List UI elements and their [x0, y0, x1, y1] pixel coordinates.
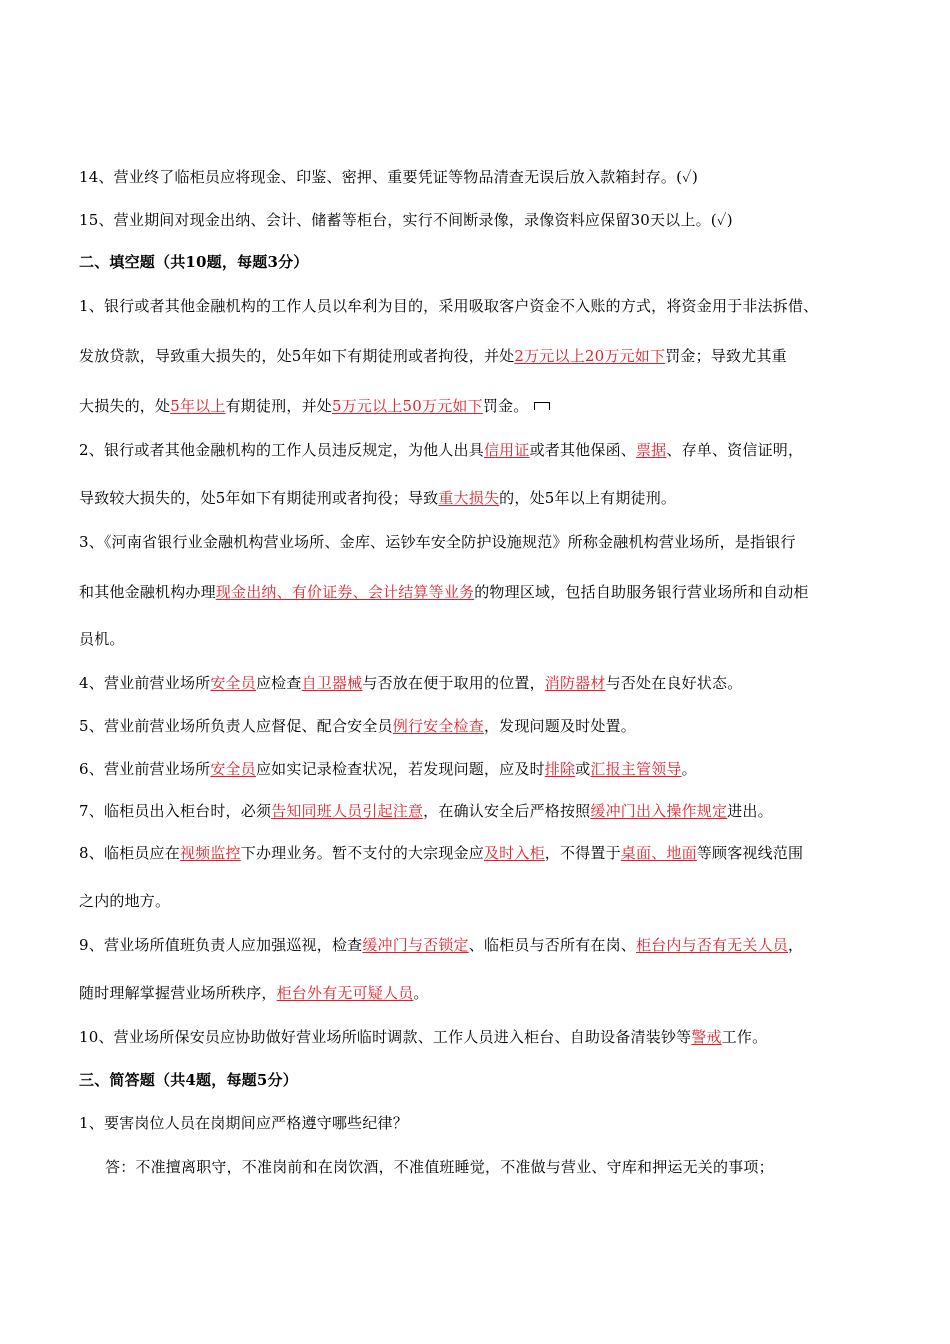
answer-blank: 自卫器械 — [301, 674, 363, 692]
answer-blank: 桌面、地面 — [620, 844, 697, 862]
fill-q9-line2: 随时理解掌握营业场所秩序，柜台外有无可疑人员。 — [79, 984, 429, 1002]
fill-q3-line1: 3、《河南省银行业金融机构营业场所、金库、运钞车安全防护设施规范》所称金融机构营业场所，是指银行 — [79, 533, 796, 551]
fill-q9-line1: 9、营业场所值班负责人应加强巡视，检查缓冲门与否锁定、临柜员与否所有在岗、柜台内与否有无关人员， — [79, 936, 804, 954]
answer-blank: 5万元以上50万元如下 — [331, 397, 483, 415]
answer-blank: 5年以上 — [170, 397, 226, 415]
answer-blank: 视频监控 — [179, 844, 241, 862]
paragraph-mark-icon — [534, 402, 550, 410]
answer-blank: 例行安全检查 — [392, 717, 484, 735]
section-3-heading: 三、简答题（共4题，每题5分） — [79, 1071, 298, 1089]
answer-blank: 缓冲门与否锁定 — [362, 936, 469, 954]
answer-blank: 2万元以上20万元如下 — [514, 347, 666, 365]
short-q1-answer: 答：不准擅离职守，不准岗前和在岗饮酒，不准值班睡觉，不准做与营业、守库和押运无关的事项； — [105, 1158, 774, 1176]
short-q1: 1、要害岗位人员在岗期间应严格遵守哪些纪律？ — [79, 1114, 408, 1132]
answer-blank: 现金出纳、有价证券、会计结算等业务 — [215, 583, 475, 601]
answer-blank: 安全员 — [210, 760, 256, 778]
fill-q5: 5、营业前营业场所负责人应督促、配合安全员例行安全检查，发现问题及时处置。 — [79, 717, 636, 735]
tf-question-14: 14、营业终了临柜员应将现金、印鉴、密押、重要凭证等物品清查无误后放入款箱封存。(✓) — [79, 168, 699, 186]
fill-q3-line3: 员机。 — [79, 630, 125, 648]
answer-blank: 消防器材 — [544, 674, 606, 692]
fill-q1-line3: 大损失的，处5年以上有期徒刑，并处5万元以上50万元如下罚金。 — [79, 396, 550, 416]
section-2-heading: 二、填空题（共10题，每题3分） — [79, 253, 309, 271]
fill-q10: 10、营业场所保安员应协助做好营业场所临时调款、工作人员进入柜台、自助设备清装钞等警戒工作。 — [79, 1028, 768, 1046]
fill-q2-line1: 2、银行或者其他金融机构的工作人员违反规定，为他人出具信用证或者其他保函、票据、存单、资信证明， — [79, 441, 804, 459]
answer-blank: 重大损失 — [438, 489, 500, 507]
answer-blank: 柜台外有无可疑人员 — [276, 984, 414, 1002]
fill-q8-line2: 之内的地方。 — [79, 892, 171, 910]
fill-q7: 7、临柜员出入柜台时，必须告知同班人员引起注意，在确认安全后严格按照缓冲门出入操作规定进出。 — [79, 802, 773, 820]
fill-q3-line2: 和其他金融机构办理现金出纳、有价证券、会计结算等业务的物理区域，包括自助服务银行营业场所和自动柜 — [79, 583, 809, 601]
fill-q6: 6、营业前营业场所安全员应如实记录检查状况，若发现问题，应及时排除或汇报主管领导。 — [79, 760, 697, 778]
fill-q1-line1: 1、银行或者其他金融机构的工作人员以牟利为目的，采用吸取客户资金不入账的方式，将资金用于非法拆借、 — [79, 297, 819, 315]
answer-blank: 安全员 — [210, 674, 256, 692]
answer-blank: 信用证 — [483, 441, 530, 459]
answer-blank: 票据 — [635, 441, 667, 459]
answer-blank: 柜台内与否有无关人员 — [635, 936, 788, 954]
answer-blank: 排除 — [544, 760, 576, 778]
answer-blank: 告知同班人员引起注意 — [271, 802, 424, 820]
tf-question-15: 15、营业期间对现金出纳、会计、储蓄等柜台，实行不间断录像，录像资料应保留30天以上。(✓) — [79, 211, 733, 229]
answer-blank: 汇报主管领导 — [590, 760, 682, 778]
fill-q1-line2: 发放贷款，导致重大损失的，处5年如下有期徒刑或者拘役，并处2万元以上20万元如下罚金；导致尤其重 — [79, 347, 787, 365]
answer-blank: 警戒 — [691, 1028, 722, 1046]
fill-q4: 4、营业前营业场所安全员应检查自卫器械与否放在便于取用的位置，消防器材与否处在良好状态。 — [79, 674, 743, 692]
fill-q8-line1: 8、临柜员应在视频监控下办理业务。暂不支付的大宗现金应及时入柜，不得置于桌面、地面等顾客视线范围 — [79, 844, 804, 862]
fill-q2-line2: 导致较大损失的，处5年如下有期徒刑或者拘役；导致重大损失的，处5年以上有期徒刑。 — [79, 489, 677, 507]
answer-blank: 及时入柜 — [483, 844, 545, 862]
answer-blank: 缓冲门出入操作规定 — [590, 802, 728, 820]
